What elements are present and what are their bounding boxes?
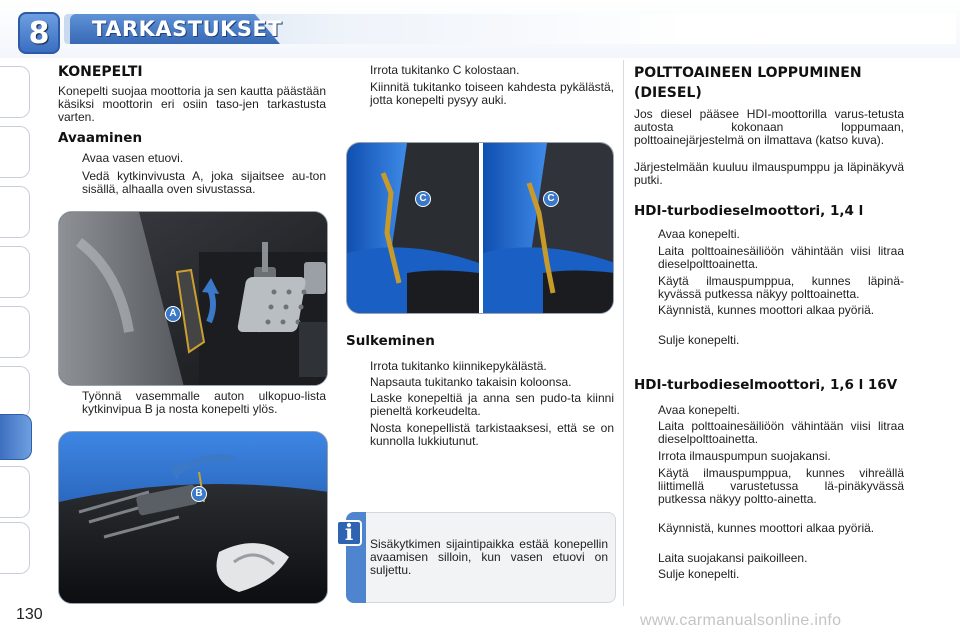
subheading-opening: Avaaminen (58, 130, 143, 146)
side-tab-2[interactable] (0, 126, 30, 178)
hdi14-step-1 (636, 228, 904, 241)
info-icon: i (336, 520, 362, 546)
hdi14-step-3 (636, 275, 904, 301)
step-text: Irrota ilmauspumpun suojakansi. (658, 449, 831, 463)
illustration-exterior-lever (58, 431, 328, 604)
closing-step-1 (348, 360, 614, 373)
step-text: Käytä ilmauspumppua, kunnes läpinä-kyvässä putkessa näkyy polttoainetta. (658, 274, 904, 301)
side-tab-3[interactable] (0, 186, 30, 238)
step-text: Avaa vasen etuovi. (82, 151, 184, 165)
section-heading-konepelti: KONEPELTI (58, 64, 143, 80)
watermark-text: www.carmanualsonline.info (640, 612, 842, 629)
hdi16-step-4 (636, 467, 904, 506)
step-text: Laita polttoainesäiliöön vähintään viisi litraa dieselpolttoainetta. (658, 419, 904, 446)
step-text: Työnnä vasemmalle auton ulkopuo-lista kytkinvipua B ja nosta konepelti ylös. (82, 389, 326, 416)
subheading-closing: Sulkeminen (346, 333, 435, 349)
page-title: TARKASTUKSET (92, 17, 283, 41)
step-text: Käynnistä, kunnes moottori alkaa pyöriä. (658, 521, 875, 535)
hdi16-step-3 (636, 450, 904, 463)
page-number: 130 (16, 606, 43, 623)
side-tab-1[interactable] (0, 66, 30, 118)
step-text: Sulje konepelti. (658, 567, 740, 581)
illustration-prop-rod (346, 142, 614, 314)
fuel-intro-2: Järjestelmään kuuluu ilmauspumppu ja läpinäkyvä putki. (634, 160, 904, 187)
column-divider (623, 60, 624, 606)
illustration-interior-lever (58, 211, 328, 386)
step-text: Avaa konepelti. (658, 403, 740, 417)
side-tab-9[interactable] (0, 522, 30, 574)
step-text: Laske konepeltiä ja anna sen pudo-ta kiinni pieneltä korkeudelta. (370, 391, 614, 418)
section-heading-fuel: POLTTOAINEEN LOPPUMINEN (DIESEL) (634, 65, 862, 101)
callout-a-icon: A (165, 306, 181, 322)
callout-b-icon: B (191, 486, 207, 502)
hdi16-step-7 (636, 568, 904, 581)
opening-step-3 (60, 390, 326, 416)
subheading-hdi-16: HDI-turbodieselmoottori, 1,6 l 16V (634, 377, 898, 393)
side-tab-6[interactable] (0, 366, 30, 418)
hdi14-step-5 (636, 334, 904, 347)
step-text: Sulje konepelti. (658, 333, 740, 347)
hdi16-step-2 (636, 420, 904, 446)
prop-step-2 (348, 81, 614, 107)
side-tab-8[interactable] (0, 466, 30, 518)
fuel-intro-1: Jos diesel pääsee HDI-moottorilla varus-tetusta autosta kokonaan loppumaan, polttoainejärjestelmä on ilmattava (katso kuva). (634, 107, 904, 147)
step-text: Nosta konepellistä tarkistaaksesi, että se on kunnolla lukkiutunut. (370, 421, 614, 448)
step-text: Laita suojakansi paikoilleen. (658, 551, 808, 565)
step-text: Irrota tukitanko C kolostaan. (370, 63, 520, 77)
info-text: Sisäkytkimen sijaintipaikka estää konepellin avaamisen silloin, kun vasen etuovi on suljettu. (370, 537, 608, 577)
subheading-hdi-14: HDI-turbodieselmoottori, 1,4 l (634, 203, 864, 219)
step-text: Vedä kytkinvivusta A, joka sijaitsee au-ton sisällä, alhaalla oven sivustassa. (82, 169, 326, 196)
step-text: Napsauta tukitanko takaisin koloonsa. (370, 375, 572, 389)
opening-step-2 (60, 170, 326, 196)
closing-step-2 (348, 376, 614, 389)
step-text: Irrota tukitanko kiinnikepykälästä. (370, 359, 547, 373)
konepelti-intro: Konepelti suojaa moottoria ja sen kautta päästään käsiksi moottorin eri osiin taso-jen tarkastusta varten. (58, 84, 326, 124)
side-tab-4[interactable] (0, 246, 30, 298)
step-text: Kiinnitä tukitanko toiseen kahdesta pykälästä, jotta konepelti pysyy auki. (370, 80, 614, 107)
chapter-number-badge: 8 (18, 12, 60, 54)
step-text: Avaa konepelti. (658, 227, 740, 241)
side-tab-active[interactable] (0, 414, 32, 460)
callout-c-right-icon: C (543, 191, 559, 207)
hdi14-step-2 (636, 245, 904, 271)
prop-step-1 (348, 64, 614, 77)
step-text: Käynnistä, kunnes moottori alkaa pyöriä. (658, 303, 875, 317)
step-text: Käytä ilmauspumppua, kunnes vihreällä liittimellä varustetussa lä-pinäkyvässä putkessa näkyy poltto-ainetta. (658, 466, 904, 506)
hdi16-step-5 (636, 522, 904, 535)
step-text: Laita polttoainesäiliöön vähintään viisi litraa dieselpolttoainetta. (658, 244, 904, 271)
closing-step-3 (348, 392, 614, 418)
hdi16-step-6 (636, 552, 904, 565)
callout-c-left-icon: C (415, 191, 431, 207)
side-tab-5[interactable] (0, 306, 30, 358)
hdi16-step-1 (636, 404, 904, 417)
closing-step-4 (348, 422, 614, 448)
opening-step-1 (60, 152, 326, 165)
hdi14-step-4 (636, 304, 904, 317)
